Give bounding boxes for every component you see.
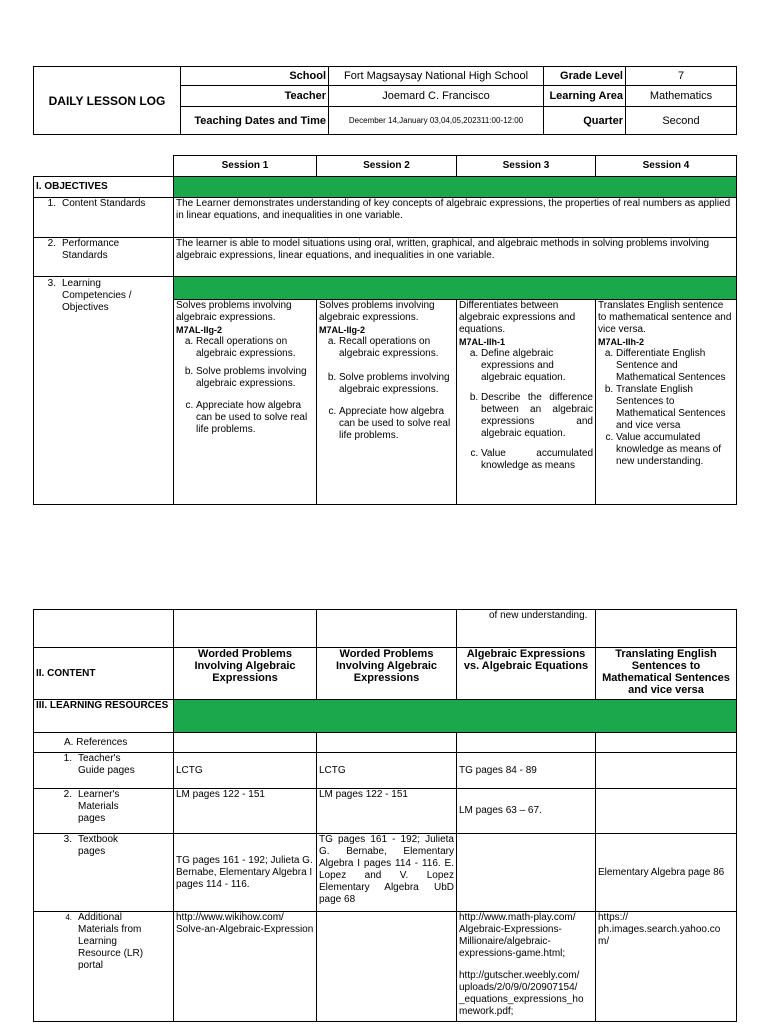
content-heading: II. CONTENT: [34, 648, 174, 700]
session-3-competencies: Differentiates between algebraic expressions and equations. M7AL-IIh-1 a. Define algebraic expressions and algebraic equation. b. Describe the difference between an algebraic expressions and algebraic equation. c. Value accumulated knowledge as means: [457, 300, 596, 505]
lm-session-1: LM pages 122 - 151: [174, 789, 317, 834]
tb-session-3: [457, 834, 596, 912]
session-3-header: Session 3: [457, 156, 596, 177]
tg-session-2: LCTG: [317, 753, 457, 789]
references-label: A. References: [34, 733, 174, 753]
quarter-value: Second: [626, 107, 737, 135]
content-standards-text: The Learner demonstrates understanding of key concepts of algebraic expressions, the properties of real numbers as applied in linear equations, and inequalities in one variable.: [174, 198, 737, 238]
grade-value: 7: [626, 67, 737, 86]
tg-session-3: TG pages 84 - 89: [457, 753, 596, 789]
competencies-green-bar: [174, 277, 737, 300]
content-session-4: Translating English Sentences to Mathematical Sentences and vice versa: [596, 648, 737, 700]
tb-session-1: TG pages 161 - 192; Julieta G. Bernabe, Elementary Algebra I pages 114 - 116.: [174, 834, 317, 912]
session-2-header: Session 2: [317, 156, 457, 177]
performance-standards-text: The learner is able to model situations using oral, written, graphical, and algebraic methods in solving problems involving algebraic expressions, linear equations, and inequalities in one variable.: [174, 238, 737, 277]
session-4-header: Session 4: [596, 156, 737, 177]
content-standards-label: 1. Content Standards: [34, 198, 174, 238]
lm-session-2: LM pages 122 - 151: [317, 789, 457, 834]
lm-session-4: [596, 789, 737, 834]
school-value: Fort Magsaysay National High School: [329, 67, 544, 86]
dates-label: Teaching Dates and Time: [181, 107, 329, 135]
dates-value: December 14,January 03,04,05,202311:00-12:00: [329, 107, 544, 135]
resources-green-bar: [174, 700, 737, 733]
additional-session-4: https:// ph.images.search.yahoo.co m/: [596, 912, 737, 1022]
session-2-competencies: Solves problems involving algebraic expressions. M7AL-IIg-2 a. Recall operations on algebraic expressions. b. Solve problems involving algebraic expressions. c. Appreciate how algebra can be used to solve real life problems.: [317, 300, 457, 505]
additional-label: 4. Additional Materials from Learning Resource (LR) portal: [34, 912, 174, 1022]
objectives-table: [33, 155, 737, 505]
teacher-value: Joemard C. Francisco: [329, 86, 544, 107]
tg-label: 1. Teacher's Guide pages: [34, 753, 174, 789]
additional-session-3: http://www.math-play.com/ Algebraic-Expressions-Millionaire/algebraic-expressions-game.html; http://gutscher.weebly.com/ uploads/2/0/9/0/20907154/ _equations_expressions_ho mework.pdf;: [457, 912, 596, 1022]
competencies-label: 3. Learning Competencies / Objectives: [34, 277, 174, 505]
header-table: [33, 66, 737, 135]
doc-title: DAILY LESSON LOG: [34, 67, 181, 135]
tg-session-1: LCTG: [174, 753, 317, 789]
content-session-1: Worded Problems Involving Algebraic Expressions: [174, 648, 317, 700]
tg-session-4: [596, 753, 737, 789]
tb-label: 3. Textbook pages: [34, 834, 174, 912]
lm-session-3: LM pages 63 – 67.: [457, 789, 596, 834]
session-1-header: Session 1: [174, 156, 317, 177]
area-label: Learning Area: [544, 86, 626, 107]
session-4-competencies: Translates English sentence to mathematical sentence and vice versa. M7AL-IIh-2 a. Differentiate English Sentence and Mathematical Sentences b. Translate English Sentences to Mathematical Sentences and vice versa c. Value accumulated knowledge as means of new understanding.: [596, 300, 737, 505]
content-resources-table: [33, 609, 737, 1022]
performance-standards-label: 2. Performance Standards: [34, 238, 174, 277]
additional-session-1: http://www.wikihow.com/ Solve-an-Algebraic-Expression: [174, 912, 317, 1022]
content-session-2: Worded Problems Involving Algebraic Expressions: [317, 648, 457, 700]
teacher-label: Teacher: [181, 86, 329, 107]
session-1-competencies: Solves problems involving algebraic expressions. M7AL-IIg-2 a. Recall operations on algebraic expressions. b. Solve problems involving algebraic expressions. c. Appreciate how algebra can be used to solve real life problems.: [174, 300, 317, 505]
grade-label: Grade Level: [544, 67, 626, 86]
additional-session-2: [317, 912, 457, 1022]
continuation-text: of new understanding.: [457, 610, 596, 648]
resources-heading: III. LEARNING RESOURCES: [34, 700, 174, 733]
quarter-label: Quarter: [544, 107, 626, 135]
objectives-heading: I. OBJECTIVES: [34, 177, 174, 198]
tb-session-2: TG pages 161 - 192; Julieta G. Bernabe, Elementary Algebra I pages 114 - 116. E. Lopez and V. Lopez Elementary Algebra UbD page 68: [317, 834, 457, 912]
lm-label: 2. Learner's Materials pages: [34, 789, 174, 834]
area-value: Mathematics: [626, 86, 737, 107]
tb-session-4: Elementary Algebra page 86: [596, 834, 737, 912]
objectives-green-bar: [174, 177, 737, 198]
content-session-3: Algebraic Expressions vs. Algebraic Equations: [457, 648, 596, 700]
school-label: School: [181, 67, 329, 86]
